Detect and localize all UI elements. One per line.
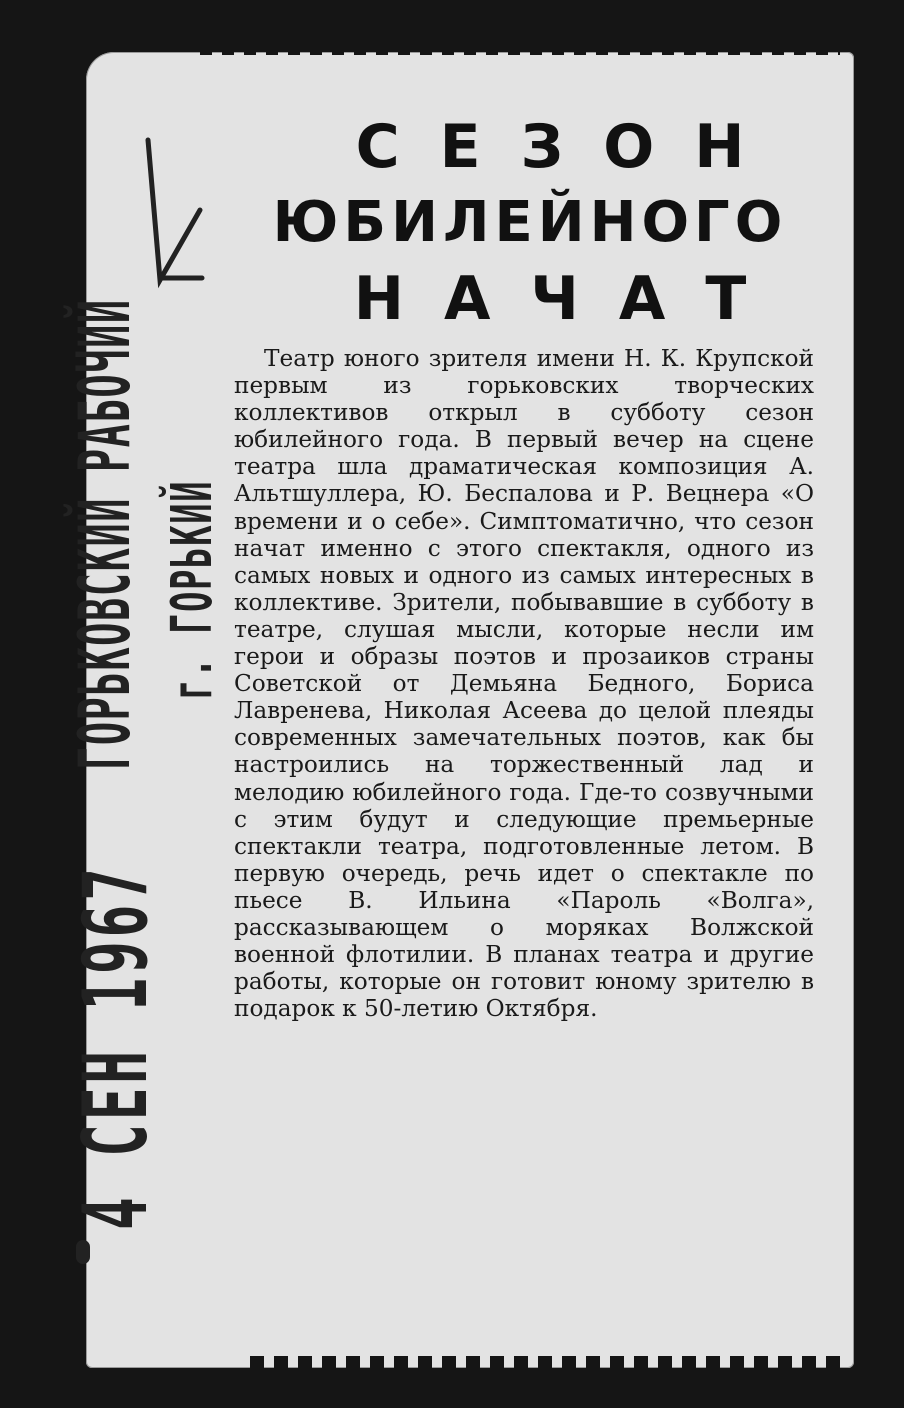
headline-line-1: СЕЗОН bbox=[355, 112, 785, 182]
article-body: Театр юного зрителя имени Н. К. Крупской первым из горьковских творческих коллективов открыл в субботу сезон юбилейного года. В первый вечер на сцене театра шла драматическая композиция А. Альтшуллера, Ю. Беспалова и Р. Вецнера «О времени и о себе». Симптоматично, что сезон начат именно с этого спектакля, одного из самых новых и одного из самых интересных в коллективе. Зрители, побывавшие в субботу в театре, слушая мысли, которые несли им герои и образы поэтов и прозаиков страны Советской от Демьяна Бедного, Бориса Лавренева, Николая Асеева до целой плеяды современных замечательных поэтов, как бы настроились на торжественный лад и мелодию юбилейного года. Где-то созвучными с этим будут и следующие премьерные спектакли театра, подготовленные летом. В первую очередь, речь идет о спектакле по пьесе В. Ильина «Пароль «Волга», рассказывающем о моряках Волжской военной флотилии. В планах театра и другие работы, которые он готовит юному зрителю в подарок к 50-летию Октября. bbox=[234, 345, 814, 1023]
stamp-city: г. ГОРЬКИЙ bbox=[160, 479, 225, 700]
stamp-date: 4 СЕН 1967 bbox=[64, 864, 167, 1230]
headline-line-2: ЮБИЛЕЙНОГО bbox=[272, 190, 788, 255]
punch-hole-mark bbox=[76, 1240, 90, 1264]
pen-check-mark bbox=[140, 130, 210, 290]
headline-line-3: НАЧАТ bbox=[353, 264, 787, 334]
torn-edge-bottom bbox=[250, 1356, 840, 1370]
torn-edge-top bbox=[200, 43, 840, 55]
stamp-newspaper-name: ГОРЬКОВСКИЙ РАБОЧИЙ bbox=[64, 298, 146, 770]
